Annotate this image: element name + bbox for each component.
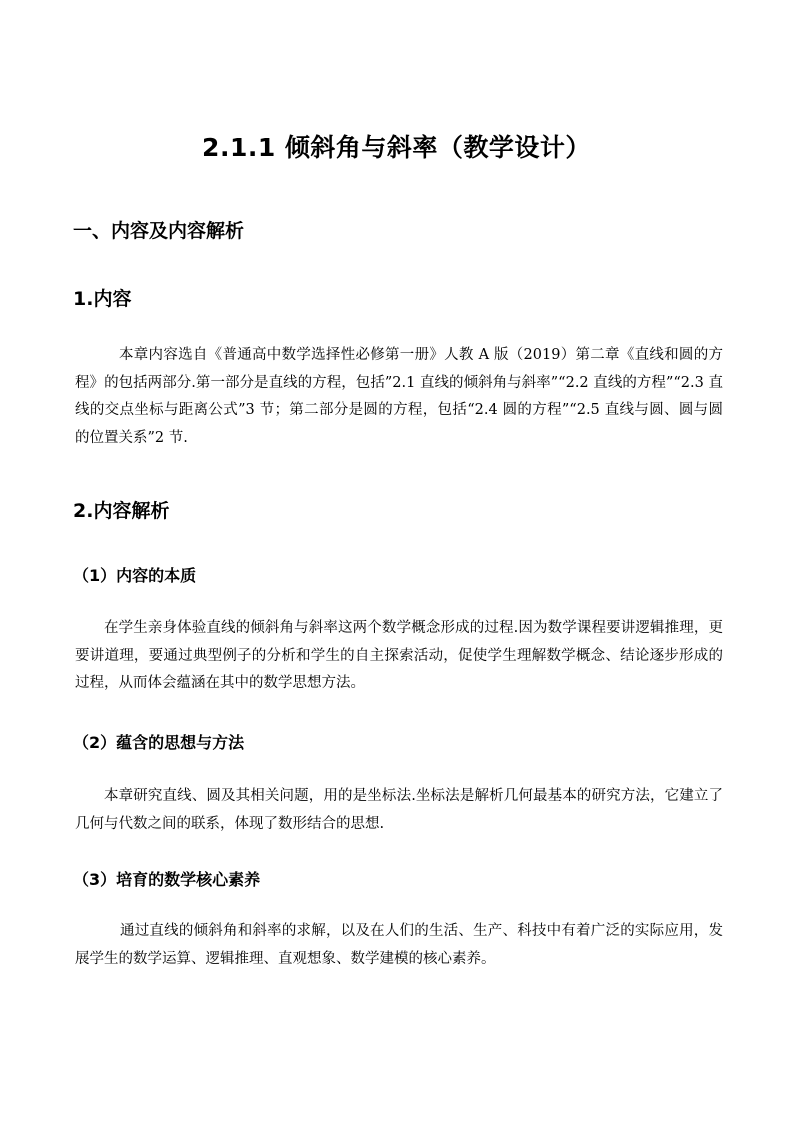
paragraph-content: 本章内容选自《普通高中数学选择性必修第一册》人教 A 版（2019）第二章《直线和圆的方程》的包括两部分.第一部分是直线的方程，包括”2.1 直线的倾斜角与斜率”“2.2 直线的方程”“2.3 直线的交点坐标与距离公式”3 节；第二部分是圆的方程，包括“2.4 圆的方程”“2.5 直线与圆、圆与圆的位置关系”2 节. bbox=[75, 347, 723, 446]
item-heading-essence: （1）内容的本质 bbox=[73, 566, 197, 585]
paragraph-core-literacy: 通过直线的倾斜角和斜率的求解，以及在人们的生活、生产、科技中有着广泛的实际应用，发展学生的数学运算、逻辑推理、直观想象、数学建模的核心素养。 bbox=[75, 923, 723, 967]
page-title: 2.1.1 倾斜角与斜率（教学设计） bbox=[202, 133, 591, 162]
item-heading-thoughts-methods: （2）蕴含的思想与方法 bbox=[73, 733, 245, 752]
subsection-heading-content: 1.内容 bbox=[73, 288, 132, 310]
item-heading-core-literacy: （3）培育的数学核心素养 bbox=[73, 870, 261, 889]
paragraph-essence: 在学生亲身体验直线的倾斜角与斜率这两个数学概念形成的过程.因为数学课程要讲逻辑推理，更要讲道理，要通过典型例子的分析和学生的自主探索活动，促使学生理解数学概念、结论逐步形成的过程，从而体会蕴涵在其中的数学思想方法。 bbox=[75, 620, 723, 691]
subsection-heading-content-analysis: 2.内容解析 bbox=[73, 500, 170, 522]
section-heading-content-analysis: 一、内容及内容解析 bbox=[73, 220, 245, 242]
paragraph-thoughts-methods: 本章研究直线、圆及其相关问题，用的是坐标法.坐标法是解析几何最基本的研究方法，它建立了几何与代数之间的联系，体现了数形结合的思想. bbox=[75, 788, 723, 832]
